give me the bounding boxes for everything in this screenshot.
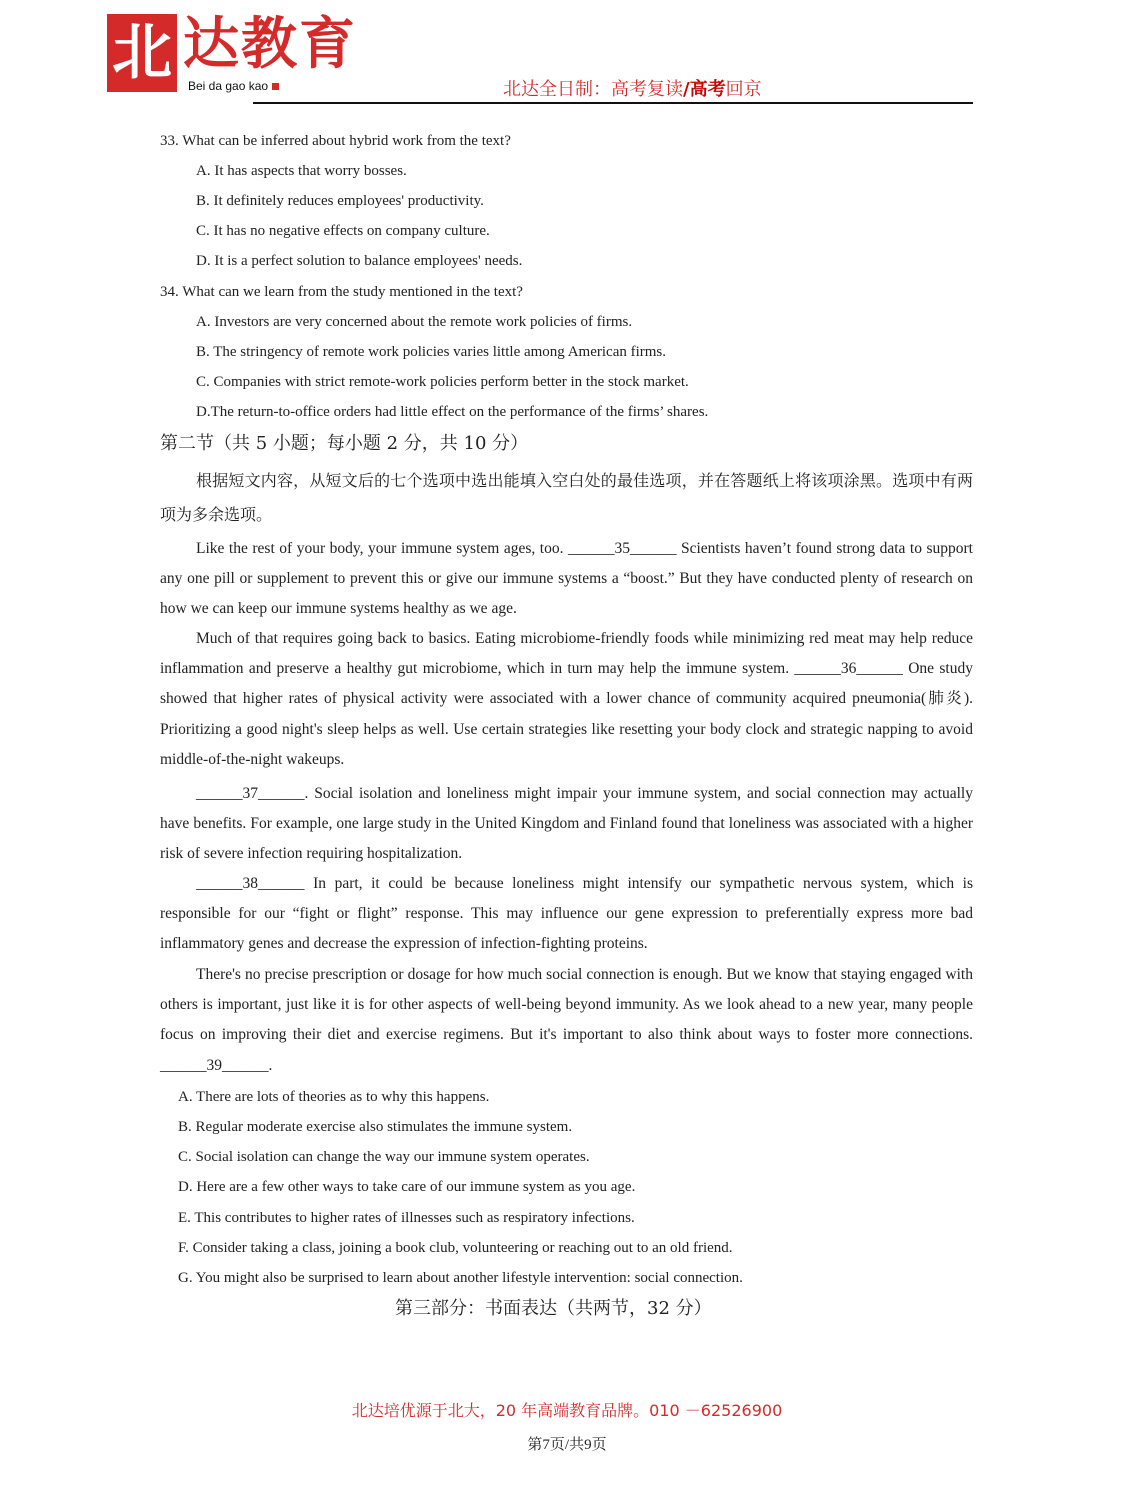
- choice-c: C. Social isolation can change the way our immune system operates.: [178, 1149, 590, 1165]
- header-divider: [253, 102, 973, 104]
- logo: [107, 14, 177, 92]
- logo-title: 达教育: [183, 12, 357, 77]
- passage-paragraph-3: ______37______. Social isolation and loneliness might impair your immune system, and social connection may actually have benefits. For example, one large study in the United Kingdom and Finland found that loneliness was associated with a higher risk of severe infection requiring hospitalization.: [160, 785, 973, 863]
- q34-option-a: A. Investors are very concerned about the remote work policies of firms.: [196, 314, 633, 330]
- choice-d: D. Here are a few other ways to take care of our immune system as you age.: [178, 1179, 636, 1195]
- choice-a: A. There are lots of theories as to why this happens.: [178, 1089, 490, 1105]
- q34-option-b: B. The stringency of remote work policies varies little among American firms.: [196, 344, 667, 360]
- choice-g: G. You might also be surprised to learn about another lifestyle intervention: social connection.: [178, 1270, 743, 1286]
- passage-paragraph-1: Like the rest of your body, your immune system ages, too. ______35______ Scientists haven’t found strong data to support any one pill or supplement to prevent this or give our immune systems a “boost.” But they have conducted plenty of research on how we can keep our immune systems healthy as we age.: [160, 540, 973, 618]
- section-2-heading: 第二节（共 5 小题；每小题 2 分，共 10 分）: [160, 433, 529, 454]
- q33-option-a: A. It has aspects that worry bosses.: [196, 163, 407, 179]
- logo-subtitle-text: Bei da gao kao: [188, 79, 269, 93]
- passage-paragraph-2: Much of that requires going back to basics. Eating microbiome-friendly foods while minimizing red meat may help reduce inflammation and preserve a healthy gut microbiome, which in turn may help the immune system. ______36______ One study showed that higher rates of physical activity were associated with a lower chance of community acquired pneumonia(肺炎). Prioritizing a good night's sleep helps as well. Use certain strategies like resetting your body clock and strategic napping to avoid middle-of-the-night wakeups.: [160, 630, 973, 768]
- section-2-instruction: 根据短文内容，从短文后的七个选项中选出能填入空白处的最佳选项，并在答题纸上将该项涂黑。选项中有两项为多余选项。: [160, 471, 973, 524]
- q34-option-d: D.The return-to-office orders had little effect on the performance of the firms’ shares.: [196, 404, 709, 420]
- red-square-icon: [272, 83, 279, 90]
- q33-option-b: B. It definitely reduces employees' productivity.: [196, 193, 484, 209]
- page-number: 第7页/共9页: [527, 1437, 607, 1453]
- q33-option-d: D. It is a perfect solution to balance employees' needs.: [196, 253, 523, 269]
- question-34-stem: 34. What can we learn from the study mentioned in the text?: [160, 284, 523, 300]
- slogan-part-c: 回京: [725, 79, 762, 100]
- part-3-heading: 第三部分：书面表达（共两节，32 分）: [395, 1298, 712, 1319]
- footer-brand: 北达培优源于北大，20 年高端教育品牌。010 －62526900: [351, 1401, 783, 1420]
- passage-paragraph-5: There's no precise prescription or dosage for how much social connection is enough. But we know that staying engaged with others is important, just like it is for other aspects of well-being beyond immunity. As we look ahead to a new year, many people focus on improving their diet and exercise regimens. But it's important to also think about ways to foster more connections. ______39______.: [160, 966, 973, 1074]
- logo-char: 北: [112, 18, 172, 88]
- choice-b: B. Regular moderate exercise also stimulates the immune system.: [178, 1119, 573, 1135]
- choice-f: F. Consider taking a class, joining a book club, volunteering or reaching out to an old friend.: [178, 1240, 733, 1256]
- choice-e: E. This contributes to higher rates of illnesses such as respiratory infections.: [178, 1210, 635, 1226]
- question-33-stem: 33. What can be inferred about hybrid work from the text?: [160, 133, 511, 149]
- passage-paragraph-4: ______38______ In part, it could be because loneliness might intensify our sympathetic nervous system, which is responsible for our “fight or flight” response. This may influence our gene expression to preferentially express more bad inflammatory genes and decrease the expression of infection-fighting proteins.: [160, 875, 973, 953]
- logo-subtitle: [188, 78, 279, 94]
- q33-option-c: C. It has no negative effects on company culture.: [196, 223, 490, 239]
- header-slogan: [503, 78, 762, 102]
- slogan-part-a: 北达全日制：高考复读: [503, 79, 683, 100]
- slogan-part-b: /高考: [683, 79, 726, 100]
- q34-option-c: C. Companies with strict remote-work policies perform better in the stock market.: [196, 374, 689, 390]
